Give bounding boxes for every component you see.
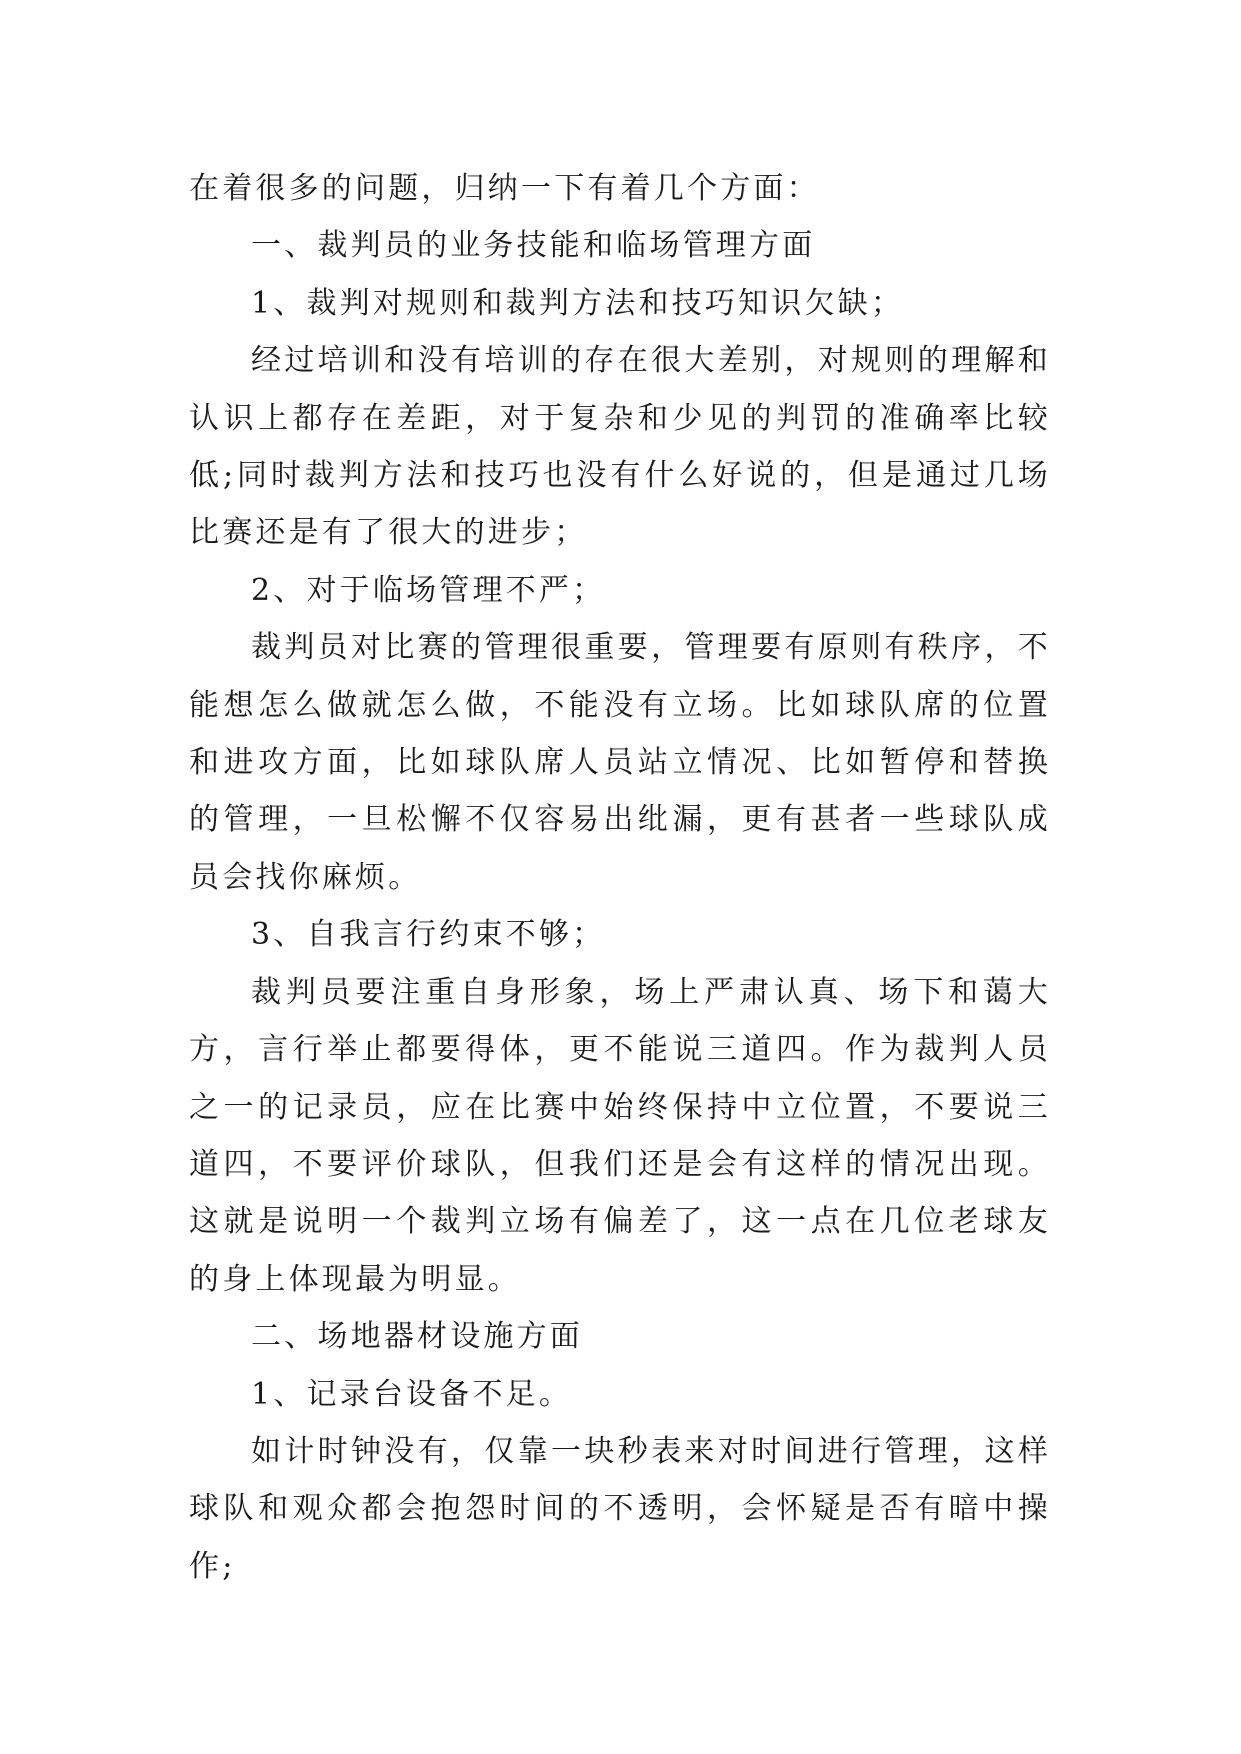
section-heading-facilities: 二、场地器材设施方面	[251, 1319, 583, 1355]
paragraph-referee-image: 裁判员要注重自身形象，场上严肃认真、场下和蔼大方，言行举止都要得体，更不能说三道四。作为裁判人员之一的记录员，应在比赛中始终保持中立位置，不要说三道四，不要评价球队，但我们还是会有这样的情况出现。这就是说明一个裁判立场有偏差了，这一点在几位老球友的身上体现最为明显。	[189, 974, 1051, 1297]
paragraph-training-difference: 经过培训和没有培训的存在很大差别，对规则的理解和认识上都存在差距，对于复杂和少见的判罚的准确率比较低;同时裁判方法和技巧也没有什么好说的，但是通过几场比赛还是有了很大的进步；	[189, 343, 1051, 551]
section-heading-referee-skills: 一、裁判员的业务技能和临场管理方面	[251, 228, 816, 264]
paragraph-timing-clock: 如计时钟没有，仅靠一块秒表来对时间进行管理，这样球队和观众都会抱怨时间的不透明，会怀疑是否有暗中操作;	[189, 1433, 1051, 1584]
document-body	[189, 160, 1051, 1595]
subheading-rules-knowledge: 1、裁判对规则和裁判方法和技巧知识欠缺；	[251, 285, 905, 321]
paragraph-continuation: 在着很多的问题，归纳一下有着几个方面：	[189, 171, 820, 206]
subheading-court-management: 2、对于临场管理不严；	[251, 572, 606, 608]
subheading-self-conduct: 3、自我言行约束不够；	[251, 917, 606, 953]
subheading-scoring-table: 1、记录台设备不足。	[251, 1376, 573, 1412]
paragraph-game-management: 裁判员对比赛的管理很重要，管理要有原则有秩序，不能想怎么做就怎么做，不能没有立场。比如球队席的位置和进攻方面，比如球队席人员站立情况、比如暂停和替换的管理，一旦松懈不仅容易出纰漏，更有甚者一些球队成员会找你麻烦。	[189, 630, 1051, 895]
